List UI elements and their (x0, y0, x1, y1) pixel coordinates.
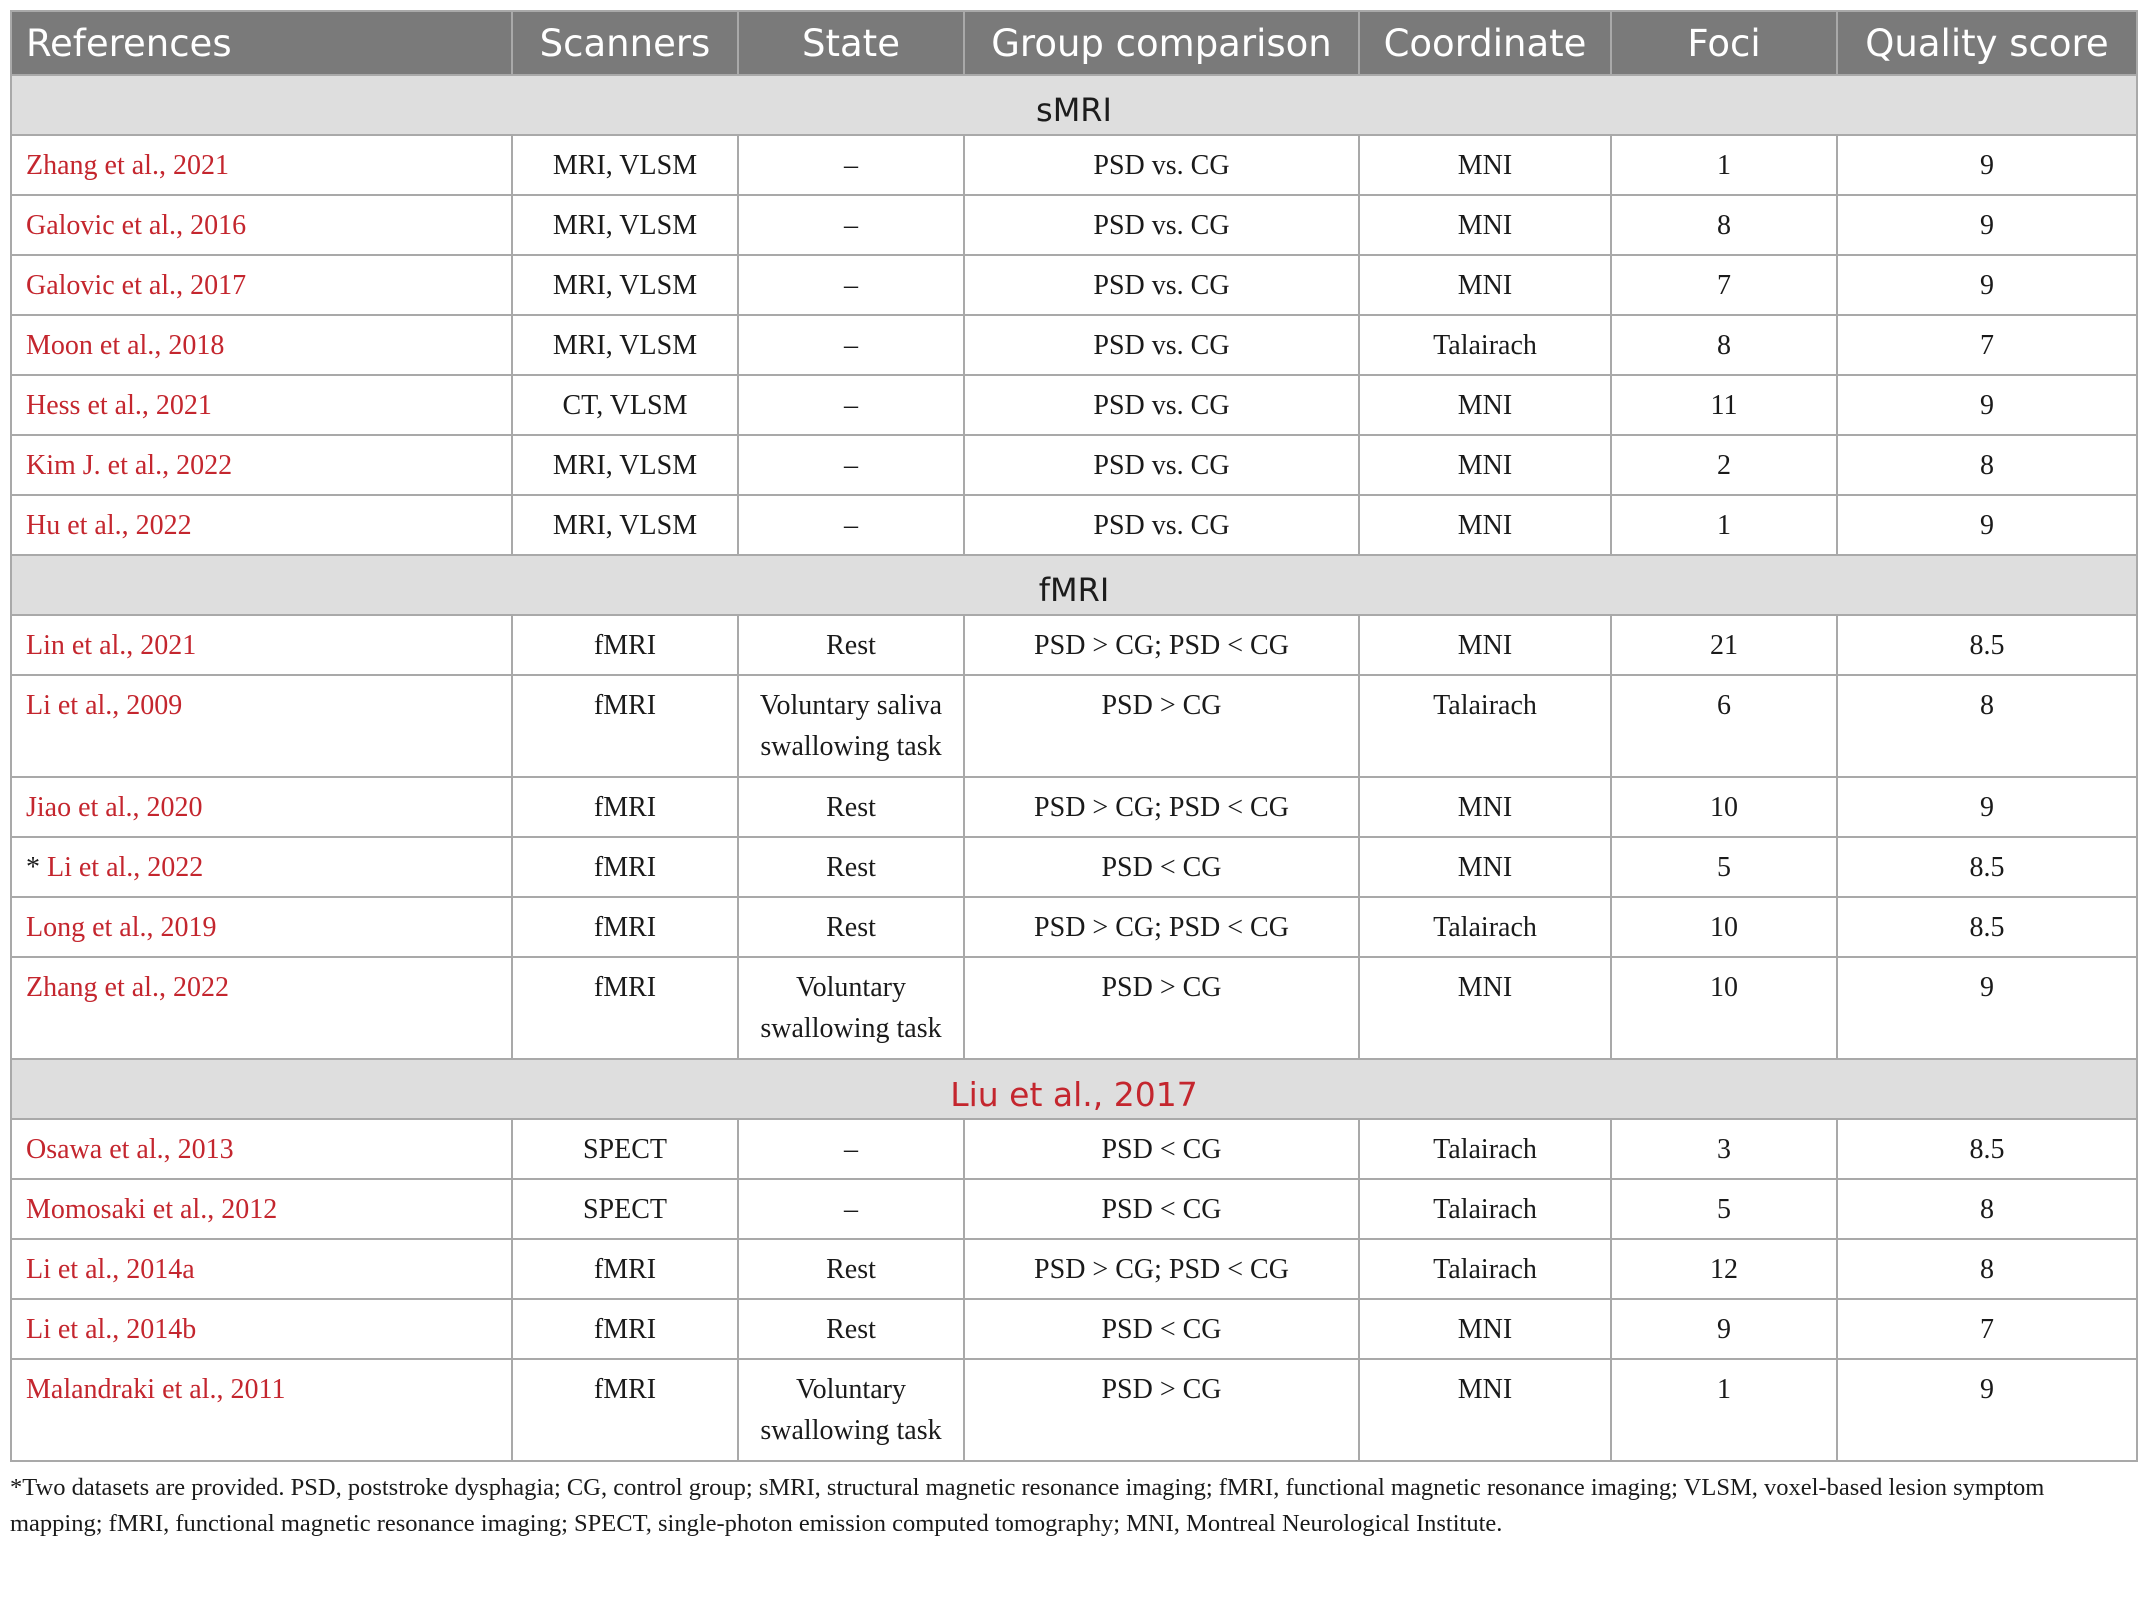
table-row (11, 495, 2137, 555)
table-row (11, 675, 2137, 777)
state-cell: Rest (738, 897, 964, 957)
scanners-cell: CT, VLSM (512, 375, 738, 435)
group-comparison-cell: PSD < CG (964, 837, 1359, 897)
state-cell: Voluntary saliva swallowing task (738, 675, 964, 777)
quality-score-cell: 9 (1837, 195, 2137, 255)
header-quality-score: Quality score (1837, 11, 2137, 75)
state-cell: Voluntary swallowing task (738, 957, 964, 1059)
foci-cell: 9 (1611, 1299, 1837, 1359)
foci-cell: 7 (1611, 255, 1837, 315)
scanners-cell: MRI, VLSM (512, 195, 738, 255)
state-cell: – (738, 1119, 964, 1179)
foci-cell: 8 (1611, 195, 1837, 255)
reference-cell: Zhang et al., 2021 (11, 135, 512, 195)
reference-year-link[interactable]: 2014a (126, 1254, 195, 1285)
foci-cell: 5 (1611, 1179, 1837, 1239)
group-comparison-cell: PSD > CG (964, 675, 1359, 777)
scanners-cell: fMRI (512, 1359, 738, 1461)
table-row (11, 375, 2137, 435)
quality-score-cell: 9 (1837, 135, 2137, 195)
foci-cell: 3 (1611, 1119, 1837, 1179)
foci-cell: 21 (1611, 615, 1837, 675)
coordinate-cell: Talairach (1359, 315, 1611, 375)
reference-author-link[interactable]: Hess et al. (26, 390, 142, 421)
reference-author-link[interactable]: Momosaki et al. (26, 1194, 208, 1225)
quality-score-cell: 8 (1837, 435, 2137, 495)
foci-cell: 6 (1611, 675, 1837, 777)
coordinate-cell: MNI (1359, 957, 1611, 1059)
group-comparison-cell: PSD vs. CG (964, 495, 1359, 555)
foci-cell: 1 (1611, 1359, 1837, 1461)
reference-author-link[interactable]: Moon et al. (26, 330, 155, 361)
header-row (11, 11, 2137, 75)
reference-year-link[interactable]: 2022 (135, 510, 192, 541)
coordinate-cell: Talairach (1359, 897, 1611, 957)
coordinate-cell: MNI (1359, 195, 1611, 255)
table-row (11, 1119, 2137, 1179)
foci-cell: 10 (1611, 897, 1837, 957)
reference-author-link[interactable]: Li et al. (26, 690, 113, 721)
table-row (11, 837, 2137, 897)
state-cell: Rest (738, 837, 964, 897)
section-title: fMRI (11, 555, 2137, 615)
header-foci: Foci (1611, 11, 1837, 75)
scanners-cell: SPECT (512, 1179, 738, 1239)
table-row (11, 135, 2137, 195)
reference-cell: Kim J. et al., 2022 (11, 435, 512, 495)
reference-author-link[interactable]: Hu et al. (26, 510, 122, 541)
studies-table (10, 10, 2138, 1462)
group-comparison-cell: PSD vs. CG (964, 195, 1359, 255)
group-comparison-cell: PSD < CG (964, 1119, 1359, 1179)
group-comparison-cell: PSD > CG; PSD < CG (964, 777, 1359, 837)
quality-score-cell: 8.5 (1837, 897, 2137, 957)
reference-author-link[interactable]: Li et al. (47, 852, 134, 883)
reference-year-link[interactable]: 2022 (172, 972, 229, 1003)
table-row (11, 195, 2137, 255)
section-title: sMRI (11, 75, 2137, 135)
reference-cell: Galovic et al., 2017 (11, 255, 512, 315)
reference-author-link[interactable]: Galovic et al. (26, 210, 177, 241)
quality-score-cell: 9 (1837, 777, 2137, 837)
reference-cell: Li et al., 2014b (11, 1299, 512, 1359)
reference-author-link[interactable]: Li et al. (26, 1254, 113, 1285)
coordinate-cell: MNI (1359, 435, 1611, 495)
reference-cell: Galovic et al., 2016 (11, 195, 512, 255)
table-footnote: *Two datasets are provided. PSD, poststroke dysphagia; CG, control group; sMRI, structural magnetic resonance imaging; fMRI, functional magnetic resonance imaging; VLSM, voxel-based lesion symptom mapping; fMRI, functional magnetic resonance imaging; SPECT, single-photon emission computed tomography; MNI, Montreal Neurological Institute. (10, 1474, 2045, 1537)
reference-cell: * Li et al., 2022 (11, 837, 512, 897)
foci-cell: 5 (1611, 837, 1837, 897)
reference-author-link[interactable]: Osawa et al. (26, 1134, 164, 1165)
scanners-cell: MRI, VLSM (512, 435, 738, 495)
reference-cell: Hess et al., 2021 (11, 375, 512, 435)
reference-year-link[interactable]: 2018 (168, 330, 225, 361)
foci-cell: 2 (1611, 435, 1837, 495)
dataset-asterisk: * (26, 852, 40, 883)
reference-author-link[interactable]: Li et al. (26, 1314, 113, 1345)
state-cell: Rest (738, 615, 964, 675)
coordinate-cell: Talairach (1359, 675, 1611, 777)
coordinate-cell: Talairach (1359, 1239, 1611, 1299)
quality-score-cell: 9 (1837, 375, 2137, 435)
reference-cell: Jiao et al., 2020 (11, 777, 512, 837)
table-row (11, 435, 2137, 495)
reference-year-link[interactable]: 2012 (221, 1194, 278, 1225)
group-comparison-cell: PSD < CG (964, 1179, 1359, 1239)
header-references: References (11, 11, 512, 75)
reference-author-link[interactable]: Lin et al. (26, 630, 127, 661)
table-page (10, 10, 2136, 1542)
reference-author-link[interactable]: Long et al. (26, 912, 147, 943)
coordinate-cell: Talairach (1359, 1119, 1611, 1179)
scanners-cell: fMRI (512, 957, 738, 1059)
reference-cell: Zhang et al., 2022 (11, 957, 512, 1059)
reference-year-link[interactable]: 2021 (172, 150, 229, 181)
section-row (11, 1059, 2137, 1119)
reference-author-link[interactable]: Jiao et al. (26, 792, 133, 823)
state-cell: Rest (738, 777, 964, 837)
quality-score-cell: 8 (1837, 1179, 2137, 1239)
group-comparison-cell: PSD > CG (964, 957, 1359, 1059)
reference-year-link[interactable]: 2017 (190, 270, 247, 301)
coordinate-cell: MNI (1359, 375, 1611, 435)
scanners-cell: MRI, VLSM (512, 315, 738, 375)
quality-score-cell: 7 (1837, 1299, 2137, 1359)
coordinate-cell: Talairach (1359, 1179, 1611, 1239)
quality-score-cell: 8 (1837, 675, 2137, 777)
foci-cell: 10 (1611, 957, 1837, 1059)
reference-author-link[interactable]: Kim J. et al. (26, 450, 163, 481)
group-comparison-cell: PSD vs. CG (964, 255, 1359, 315)
foci-cell: 1 (1611, 495, 1837, 555)
state-cell: – (738, 375, 964, 435)
reference-author-link[interactable]: Zhang et al. (26, 150, 159, 181)
state-cell: – (738, 315, 964, 375)
scanners-cell: fMRI (512, 1239, 738, 1299)
quality-score-cell: 8.5 (1837, 615, 2137, 675)
reference-year-link[interactable]: 2022 (147, 852, 204, 883)
group-comparison-cell: PSD > CG; PSD < CG (964, 1239, 1359, 1299)
state-cell: – (738, 255, 964, 315)
reference-year-link[interactable]: 2016 (190, 210, 247, 241)
reference-year-link[interactable]: 2022 (176, 450, 233, 481)
group-comparison-cell: PSD vs. CG (964, 135, 1359, 195)
table-row (11, 615, 2137, 675)
group-comparison-cell: PSD vs. CG (964, 315, 1359, 375)
scanners-cell: fMRI (512, 1299, 738, 1359)
reference-year-link[interactable]: 2013 (177, 1134, 234, 1165)
state-cell: – (738, 1179, 964, 1239)
reference-year-link[interactable]: 2020 (146, 792, 203, 823)
scanners-cell: fMRI (512, 675, 738, 777)
table-row (11, 897, 2137, 957)
quality-score-cell: 7 (1837, 315, 2137, 375)
group-comparison-cell: PSD vs. CG (964, 435, 1359, 495)
table-row (11, 777, 2137, 837)
reference-year-link[interactable]: 2014b (126, 1314, 197, 1345)
reference-cell: Momosaki et al., 2012 (11, 1179, 512, 1239)
scanners-cell: MRI, VLSM (512, 495, 738, 555)
group-comparison-cell: PSD vs. CG (964, 375, 1359, 435)
scanners-cell: fMRI (512, 897, 738, 957)
table-row (11, 1299, 2137, 1359)
scanners-cell: MRI, VLSM (512, 255, 738, 315)
header-group-comparison: Group comparison (964, 11, 1359, 75)
state-cell: Rest (738, 1299, 964, 1359)
coordinate-cell: MNI (1359, 615, 1611, 675)
reference-year-link[interactable]: 2021 (155, 390, 212, 421)
reference-year-link[interactable]: 2009 (126, 690, 183, 721)
table-row (11, 1359, 2137, 1461)
foci-cell: 12 (1611, 1239, 1837, 1299)
quality-score-cell: 8.5 (1837, 1119, 2137, 1179)
state-cell: Rest (738, 1239, 964, 1299)
state-cell: – (738, 195, 964, 255)
table-row (11, 1179, 2137, 1239)
state-cell: – (738, 495, 964, 555)
group-comparison-cell: PSD > CG; PSD < CG (964, 897, 1359, 957)
coordinate-cell: MNI (1359, 777, 1611, 837)
state-cell: – (738, 435, 964, 495)
foci-cell: 1 (1611, 135, 1837, 195)
scanners-cell: fMRI (512, 615, 738, 675)
state-cell: Voluntary swallowing task (738, 1359, 964, 1461)
header-coordinate: Coordinate (1359, 11, 1611, 75)
coordinate-cell: MNI (1359, 135, 1611, 195)
reference-author-link[interactable]: Malandraki et al. (26, 1374, 217, 1405)
reference-author-link[interactable]: Zhang et al. (26, 972, 159, 1003)
reference-cell: Li et al., 2009 (11, 675, 512, 777)
section-row (11, 75, 2137, 135)
state-cell: – (738, 135, 964, 195)
coordinate-cell: MNI (1359, 837, 1611, 897)
foci-cell: 10 (1611, 777, 1837, 837)
quality-score-cell: 9 (1837, 957, 2137, 1059)
reference-cell: Moon et al., 2018 (11, 315, 512, 375)
header-scanners: Scanners (512, 11, 738, 75)
table-row (11, 315, 2137, 375)
group-comparison-cell: PSD > CG; PSD < CG (964, 615, 1359, 675)
coordinate-cell: MNI (1359, 1299, 1611, 1359)
quality-score-cell: 9 (1837, 495, 2137, 555)
coordinate-cell: MNI (1359, 255, 1611, 315)
table-body (11, 75, 2137, 1461)
quality-score-cell: 8.5 (1837, 837, 2137, 897)
reference-cell: Hu et al., 2022 (11, 495, 512, 555)
group-comparison-cell: PSD > CG (964, 1359, 1359, 1461)
header-state: State (738, 11, 964, 75)
scanners-cell: SPECT (512, 1119, 738, 1179)
reference-cell: Osawa et al., 2013 (11, 1119, 512, 1179)
reference-year-link[interactable]: 2011 (230, 1374, 286, 1405)
quality-score-cell: 8 (1837, 1239, 2137, 1299)
reference-cell: Li et al., 2014a (11, 1239, 512, 1299)
section-row (11, 555, 2137, 615)
coordinate-cell: MNI (1359, 495, 1611, 555)
table-row (11, 255, 2137, 315)
section-title[interactable]: Liu et al., 2017 (11, 1059, 2137, 1119)
scanners-cell: fMRI (512, 837, 738, 897)
scanners-cell: fMRI (512, 777, 738, 837)
quality-score-cell: 9 (1837, 1359, 2137, 1461)
table-row (11, 957, 2137, 1059)
group-comparison-cell: PSD < CG (964, 1299, 1359, 1359)
reference-author-link[interactable]: Galovic et al. (26, 270, 177, 301)
coordinate-cell: MNI (1359, 1359, 1611, 1461)
reference-year-link[interactable]: 2019 (160, 912, 217, 943)
quality-score-cell: 9 (1837, 255, 2137, 315)
scanners-cell: MRI, VLSM (512, 135, 738, 195)
reference-cell: Malandraki et al., 2011 (11, 1359, 512, 1461)
table-row (11, 1239, 2137, 1299)
reference-cell: Long et al., 2019 (11, 897, 512, 957)
reference-year-link[interactable]: 2021 (140, 630, 197, 661)
foci-cell: 11 (1611, 375, 1837, 435)
reference-cell: Lin et al., 2021 (11, 615, 512, 675)
foci-cell: 8 (1611, 315, 1837, 375)
